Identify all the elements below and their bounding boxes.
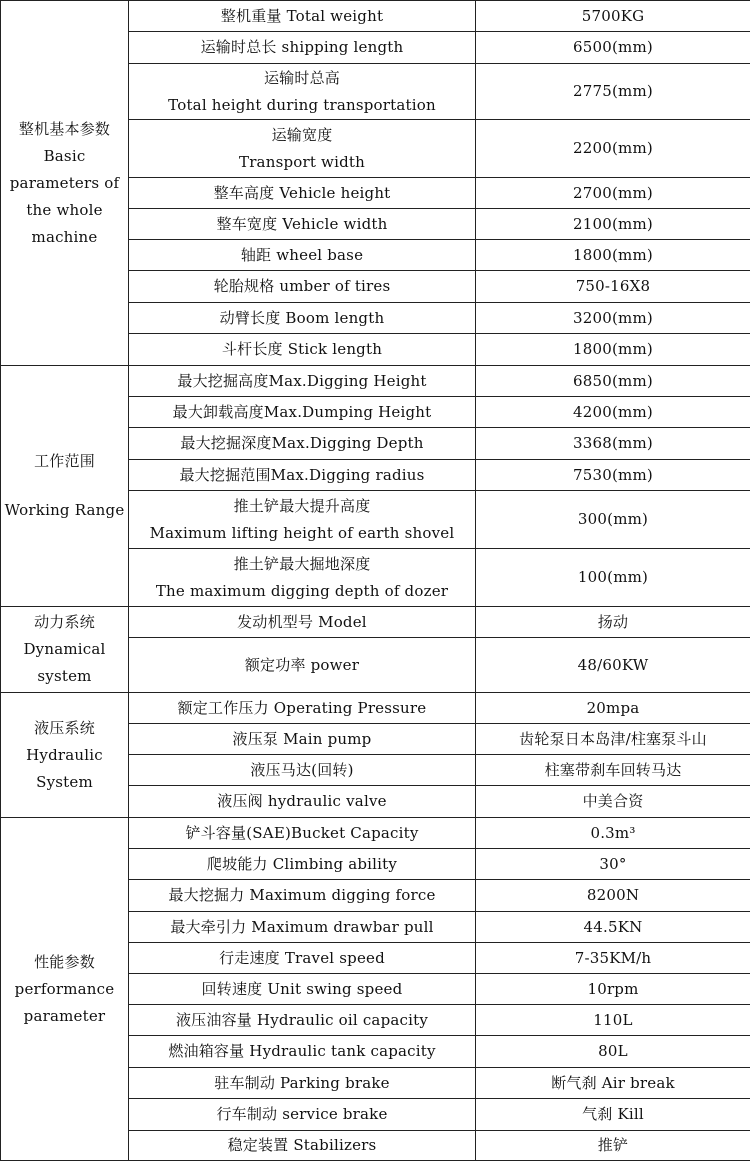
param-value: 7-35KM/h xyxy=(476,943,750,974)
param-value: 气刹 Kill xyxy=(476,1099,750,1131)
table-row xyxy=(1,366,750,397)
param-value: 5700KG xyxy=(476,1,750,32)
param-label: 液压油容量 Hydraulic oil capacity xyxy=(129,1005,476,1036)
param-label: 最大挖掘高度Max.Digging Height xyxy=(129,366,476,397)
param-label: 爬坡能力 Climbing ability xyxy=(129,849,476,880)
table-row xyxy=(1,1,750,32)
param-label: 轮胎规格 umber of tires xyxy=(129,271,476,303)
param-value: 3200(mm) xyxy=(476,303,750,334)
param-label: 液压阀 hydraulic valve xyxy=(129,786,476,818)
group-performance: 性能参数 performance parameter xyxy=(1,818,129,1161)
param-value: 4200(mm) xyxy=(476,397,750,428)
param-label: 发动机型号 Model xyxy=(129,607,476,638)
param-label: 行车制动 service brake xyxy=(129,1099,476,1131)
group-basic: 整机基本参数 Basic parameters of the whole machine xyxy=(1,1,129,366)
param-value: 柱塞带刹车回转马达 xyxy=(476,755,750,786)
param-label: 额定功率 power xyxy=(129,638,476,693)
param-label: 动臂长度 Boom length xyxy=(129,303,476,334)
param-value: 3368(mm) xyxy=(476,428,750,460)
param-value: 齿轮泵日本岛津/柱塞泵斗山 xyxy=(476,724,750,755)
param-label: 回转速度 Unit swing speed xyxy=(129,974,476,1005)
param-label: 最大牵引力 Maximum drawbar pull xyxy=(129,912,476,943)
param-value: 推铲 xyxy=(476,1131,750,1161)
param-label: 运输时总长 shipping length xyxy=(129,32,476,64)
param-label: 驻车制动 Parking brake xyxy=(129,1068,476,1099)
param-label: 额定工作压力 Operating Pressure xyxy=(129,693,476,724)
param-label: 整机重量 Total weight xyxy=(129,1,476,32)
param-value: 6850(mm) xyxy=(476,366,750,397)
param-label: 最大挖掘力 Maximum digging force xyxy=(129,880,476,912)
param-value: 44.5KN xyxy=(476,912,750,943)
param-value: 100(mm) xyxy=(476,549,750,607)
param-label: 燃油箱容量 Hydraulic tank capacity xyxy=(129,1036,476,1068)
param-label: 运输时总高 Total height during transportation xyxy=(129,64,476,120)
param-label: 最大挖掘深度Max.Digging Depth xyxy=(129,428,476,460)
param-value: 30° xyxy=(476,849,750,880)
param-value: 扬动 xyxy=(476,607,750,638)
group-power-system: 动力系统 Dynamical system xyxy=(1,607,129,693)
param-value: 10rpm xyxy=(476,974,750,1005)
param-value: 6500(mm) xyxy=(476,32,750,64)
param-label: 推土铲最大提升高度 Maximum lifting height of earth shovel xyxy=(129,491,476,549)
param-label: 斗杆长度 Stick length xyxy=(129,334,476,366)
param-label: 整车高度 Vehicle height xyxy=(129,178,476,209)
param-label: 轴距 wheel base xyxy=(129,240,476,271)
param-label: 最大挖掘范围Max.Digging radius xyxy=(129,460,476,491)
param-value: 1800(mm) xyxy=(476,240,750,271)
param-value: 0.3m³ xyxy=(476,818,750,849)
param-label: 运输宽度 Transport width xyxy=(129,120,476,178)
param-value: 300(mm) xyxy=(476,491,750,549)
param-value: 48/60KW xyxy=(476,638,750,693)
param-value: 8200N xyxy=(476,880,750,912)
param-value: 中美合资 xyxy=(476,786,750,818)
group-hydraulic-system: 液压系统 Hydraulic System xyxy=(1,693,129,818)
param-label: 液压马达(回转) xyxy=(129,755,476,786)
group-working-range: 工作范围 Working Range xyxy=(1,366,129,607)
param-value: 2775(mm) xyxy=(476,64,750,120)
param-value: 2200(mm) xyxy=(476,120,750,178)
param-value: 20mpa xyxy=(476,693,750,724)
param-label: 最大卸载高度Max.Dumping Height xyxy=(129,397,476,428)
table-row xyxy=(1,818,750,849)
table-row xyxy=(1,693,750,724)
param-label: 行走速度 Travel speed xyxy=(129,943,476,974)
param-label: 铲斗容量(SAE)Bucket Capacity xyxy=(129,818,476,849)
param-label: 液压泵 Main pump xyxy=(129,724,476,755)
table-row xyxy=(1,607,750,638)
param-value: 断气刹 Air break xyxy=(476,1068,750,1099)
param-value: 2700(mm) xyxy=(476,178,750,209)
param-label: 稳定装置 Stabilizers xyxy=(129,1131,476,1161)
param-value: 750-16X8 xyxy=(476,271,750,303)
param-label: 推土铲最大掘地深度 The maximum digging depth of dozer xyxy=(129,549,476,607)
param-value: 80L xyxy=(476,1036,750,1068)
param-value: 2100(mm) xyxy=(476,209,750,240)
param-label: 整车宽度 Vehicle width xyxy=(129,209,476,240)
param-value: 110L xyxy=(476,1005,750,1036)
param-value: 7530(mm) xyxy=(476,460,750,491)
param-value: 1800(mm) xyxy=(476,334,750,366)
